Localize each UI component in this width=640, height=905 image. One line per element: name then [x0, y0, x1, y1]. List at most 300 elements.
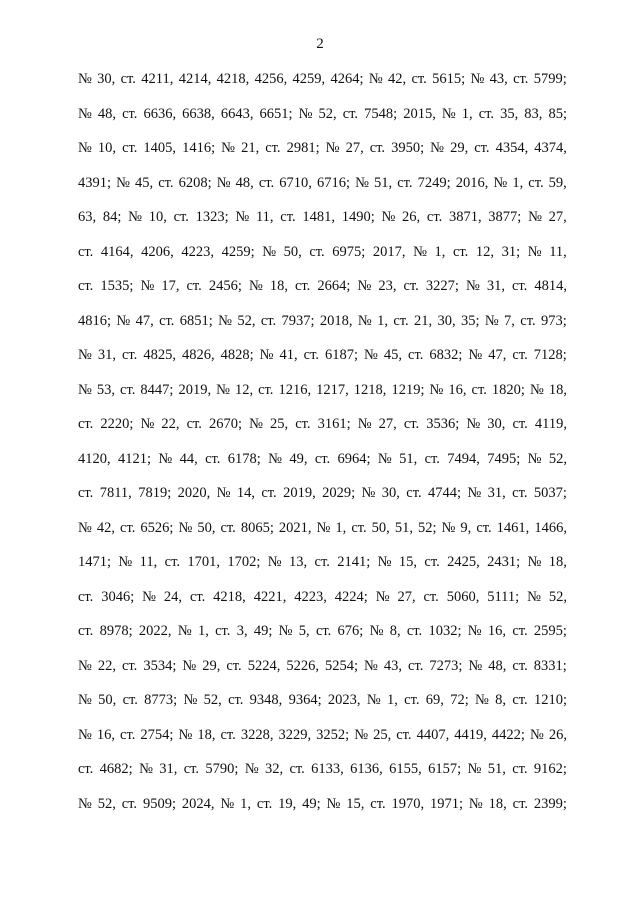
text-word: 2456; [208, 278, 242, 294]
text-word: 1416; [182, 140, 216, 156]
text-word: № [235, 209, 250, 225]
text-word: ст. [78, 485, 94, 501]
text-line [78, 311, 567, 346]
text-word: ст. [471, 381, 487, 398]
text-word: ст. [122, 347, 138, 363]
text-word: ст. [186, 278, 202, 294]
text-word: 5790; [205, 761, 239, 777]
text-word: 72; [450, 692, 469, 708]
text-word: 1970, [391, 795, 425, 812]
text-word: № [326, 795, 341, 812]
text-word: 45, [135, 174, 154, 191]
text-word: № [357, 312, 372, 329]
text-word: 27, [397, 588, 416, 605]
text-word: 8, [389, 623, 401, 639]
text-word: № [244, 761, 259, 777]
text-word: 5, [298, 623, 310, 639]
text-word: ст. [173, 209, 189, 225]
text-word: 8, [495, 692, 507, 708]
text-word: 6975; [332, 243, 366, 260]
text-word: ст. [78, 761, 94, 777]
text-word: ст. [315, 623, 332, 639]
text-word: 973; [540, 312, 567, 329]
text-word: № [468, 347, 483, 363]
text-word: 4218, [213, 588, 246, 605]
text-word: 18, [269, 278, 288, 294]
text-word: 1481, [302, 209, 335, 225]
text-line [78, 414, 567, 449]
text-word: 4816; [78, 312, 112, 329]
text-word: 7937; [281, 312, 315, 329]
text-word: 6636, [143, 105, 177, 122]
text-word: 27, [345, 140, 364, 156]
text-word: № [116, 312, 131, 329]
text-word: 2024, [181, 795, 215, 812]
text-word: ст. [122, 657, 138, 674]
text-word: 676; [337, 623, 364, 639]
text-word: ст. [78, 623, 94, 639]
text-word: ст. [256, 795, 273, 812]
text-word: 5615; [432, 71, 466, 87]
text-word: 4164, [100, 243, 134, 260]
text-word: 14, [236, 485, 255, 501]
text-word: ст. [314, 450, 331, 467]
text-word: № [357, 416, 372, 432]
text-word: 6832; [429, 347, 463, 363]
text-line [78, 449, 567, 484]
text-word: 4120, [78, 450, 111, 467]
text-word: 13, [289, 554, 308, 570]
text-word: 1535; [100, 278, 134, 294]
text-word: ст. [512, 347, 528, 363]
text-word: 5111; [487, 588, 520, 605]
text-word: № [470, 71, 485, 87]
text-word: 44, [179, 450, 198, 467]
text-word: 8065; [240, 519, 274, 536]
text-word: 18, [197, 726, 216, 743]
text-line [78, 173, 567, 208]
text-word: № [177, 623, 192, 639]
text-word: № [220, 795, 235, 812]
text-word: ст. [258, 381, 274, 398]
text-word: ст. [289, 761, 305, 777]
text-word: № [429, 381, 444, 398]
text-word: № [140, 416, 155, 432]
text-word: ст. [512, 485, 528, 501]
text-word: ст. [512, 761, 528, 777]
text-word: ст. [261, 485, 277, 501]
text-word: 4354, [495, 140, 529, 156]
text-word: 6638, [182, 105, 215, 122]
text-word: № [441, 519, 456, 536]
text-word: ст. [424, 450, 440, 467]
text-word: 1219; [391, 381, 425, 398]
text-word: 30, [97, 71, 116, 87]
text-word: № [316, 519, 331, 536]
text-word: 4422; [491, 726, 525, 743]
text-line [78, 621, 567, 656]
text-word: 15, [398, 554, 418, 570]
text-word: 31, [487, 485, 506, 501]
text-line [78, 104, 567, 139]
text-word: 7128; [533, 347, 567, 363]
text-word: 15, [346, 795, 365, 812]
text-line [78, 69, 567, 104]
text-word: 6851; [179, 312, 213, 329]
text-word: ст. [397, 174, 413, 191]
text-word: № [354, 726, 369, 743]
text-word: № [467, 623, 482, 639]
text-word: № [368, 71, 383, 87]
text-word: 6136, [350, 761, 383, 777]
text-word: № [298, 105, 313, 122]
text-word: № [78, 795, 92, 812]
text-word: 6178; [227, 450, 261, 467]
text-word: 4218, [216, 71, 250, 87]
text-word: 7811, [99, 485, 132, 501]
text-word: № [216, 174, 231, 191]
text-word: 1461, [496, 519, 530, 536]
text-word: 42, [388, 71, 407, 87]
text-word: 4211, [141, 71, 174, 87]
text-word: 4121; [117, 450, 152, 467]
text-word: 2022, [138, 623, 172, 639]
page-number: 2 [316, 36, 324, 52]
text-word: № [467, 761, 482, 777]
text-word: 42, [96, 519, 115, 536]
text-word: 3534; [143, 657, 177, 674]
text-word: ст. [265, 140, 281, 156]
text-word: 4391; [78, 174, 112, 191]
text-word: 1032; [428, 623, 462, 639]
text-word: 6710, [279, 174, 312, 191]
text-word: ст. [121, 795, 138, 812]
text-word: № [493, 174, 508, 191]
text-word: № [78, 71, 92, 87]
text-word: 10, [148, 209, 167, 225]
text-word: 1, [197, 623, 209, 639]
text-word: ст. [78, 243, 94, 260]
text-word: № [268, 450, 282, 467]
text-word: № [78, 657, 92, 674]
text-word: ст. [520, 312, 536, 329]
text-word: ст. [78, 278, 94, 294]
text-line [78, 656, 567, 691]
text-word: 43, [489, 71, 508, 87]
text-word: 9509; [142, 795, 176, 812]
text-word: 29, [202, 657, 221, 674]
text-line [78, 207, 567, 242]
text-word: 3229, [278, 726, 312, 743]
text-word: 3252; [316, 726, 350, 743]
text-word: ст. [186, 416, 202, 432]
text-word: ст. [528, 174, 544, 191]
text-word: 4744; [427, 485, 461, 501]
text-word: ст. [164, 554, 180, 570]
text-word: 30, [381, 485, 400, 501]
text-word: 8773; [144, 692, 178, 708]
text-word: 35; [460, 312, 480, 329]
text-word: 2020, [177, 485, 211, 501]
text-word: ст. [78, 588, 94, 605]
text-word: 63, [78, 209, 97, 225]
text-word: 6526; [140, 519, 174, 536]
text-word: ст. [183, 761, 200, 777]
text-word: 1, [512, 174, 524, 191]
text-word: ст. [512, 416, 528, 432]
text-word: 11, [139, 554, 158, 570]
text-word: 30, [437, 312, 456, 329]
text-word: № [78, 381, 92, 398]
text-word: 69, [425, 692, 444, 708]
text-word: 4221, [253, 588, 287, 605]
text-word: ст. [351, 519, 367, 536]
text-word: ст. [295, 416, 311, 432]
text-word: 9, [460, 519, 472, 536]
text-line [78, 138, 567, 173]
text-word: 2399; [533, 795, 567, 812]
text-word: № [364, 657, 378, 674]
text-word: ст. [476, 519, 492, 536]
text-word: 2595; [533, 623, 567, 639]
text-word: 19, [278, 795, 297, 812]
text-word: 1, [240, 795, 251, 812]
text-word: 31; [501, 243, 521, 260]
text-word: 52, [237, 312, 256, 329]
text-line [78, 380, 567, 415]
text-word: 6716; [316, 174, 350, 191]
text-word: 4224; [334, 588, 368, 605]
text-word: 1405, [143, 140, 177, 156]
text-word: 84; [102, 209, 122, 225]
text-word: ст. [189, 588, 206, 605]
text-word: 1471; [78, 554, 112, 570]
text-line [78, 276, 567, 311]
text-word: 6643, [220, 105, 254, 122]
text-word: № [375, 588, 390, 605]
text-word: ст. [159, 312, 175, 329]
text-word: № [475, 692, 489, 708]
text-word: № [465, 278, 480, 294]
text-word: ст. [226, 657, 242, 674]
text-word: 2029; [322, 485, 356, 501]
text-word: 4374, [534, 140, 567, 156]
text-word: 17, [161, 278, 180, 294]
text-word: ст. [411, 71, 427, 87]
text-word: ст. [513, 71, 529, 87]
text-word: 18, [488, 795, 507, 812]
text-word: 12, [475, 243, 495, 260]
text-word: 3, [236, 623, 248, 639]
text-word: 7273; [429, 657, 463, 674]
text-word: ст. [453, 243, 469, 260]
text-word: № [116, 174, 130, 191]
text-word: 4223, [294, 588, 327, 605]
text-line [78, 483, 567, 518]
text-word: 2023, [327, 692, 361, 708]
text-word: 59, [548, 174, 567, 191]
text-word: 6187; [324, 347, 359, 363]
text-word: 53, [96, 381, 115, 398]
text-word: 3046; [101, 588, 135, 605]
text-word: 52, [97, 795, 116, 812]
text-word: 4259; [221, 243, 255, 260]
text-word: № [78, 105, 92, 122]
text-word: ст. [309, 243, 325, 260]
text-word: 2019, [178, 381, 212, 398]
text-word: № [118, 554, 133, 570]
text-word: № [529, 381, 544, 398]
text-word: № [369, 623, 384, 639]
text-word: 30, [487, 416, 506, 432]
text-word: № [528, 209, 542, 225]
text-line [78, 345, 567, 380]
text-word: 3871, [448, 209, 482, 225]
text-word: № [467, 485, 482, 501]
text-word: 2019, [283, 485, 316, 501]
text-word: 7249; [417, 174, 451, 191]
text-word: № [78, 140, 92, 156]
text-word: 7819; [138, 485, 172, 501]
text-word: 3536; [426, 416, 460, 432]
text-word: 1701, [187, 554, 220, 570]
text-word: 27, [548, 209, 567, 225]
text-word: 4119, [534, 416, 567, 432]
text-word: 6208; [178, 174, 212, 191]
text-word: 25, [270, 416, 289, 432]
text-word: 5060, [446, 588, 480, 605]
text-word: 1820; [491, 381, 525, 398]
text-word: № [529, 726, 544, 743]
text-word: 23, [378, 278, 397, 294]
text-word: 51, [487, 761, 506, 777]
text-word: ст. [406, 623, 423, 639]
text-word: 6155, [389, 761, 422, 777]
text-word: 51, [399, 450, 418, 467]
text-word: № [377, 450, 392, 467]
text-word: ст. [120, 726, 136, 743]
text-word: 7495; [487, 450, 521, 467]
text-word: № [377, 554, 392, 570]
text-word: № [468, 657, 483, 674]
text-word: 3877; [488, 209, 522, 225]
text-word: 3227; [425, 278, 459, 294]
text-word: ст. [512, 278, 528, 294]
text-line [78, 794, 567, 829]
text-word: 52, [203, 692, 222, 708]
text-word: № [355, 174, 369, 191]
text-word: 41, [279, 347, 298, 363]
text-word: 48, [97, 105, 117, 122]
text-word: ст. [120, 381, 136, 398]
text-word: № [527, 450, 542, 467]
text-line [78, 518, 567, 553]
text-word: № [325, 140, 340, 156]
text-word: 49, [289, 450, 308, 467]
text-word: 8331; [533, 657, 567, 674]
text-word: 9348, [249, 692, 283, 708]
text-word: ст. [369, 140, 386, 156]
text-word: ст. [260, 312, 277, 329]
text-word: № [262, 243, 277, 260]
text-word: 49; [302, 795, 321, 812]
text-word: 2431; [487, 554, 521, 570]
text-word: № [527, 243, 542, 260]
text-word: 52, [548, 588, 567, 605]
text-word: ст. [512, 795, 528, 812]
text-word: № [361, 485, 376, 501]
text-word: № [140, 278, 155, 294]
text-word: 1216, [278, 381, 312, 398]
text-word: № [267, 554, 282, 570]
text-word: 26, [548, 726, 567, 743]
text-word: 21, [241, 140, 260, 156]
text-word: ст. [228, 692, 244, 708]
text-word: 43, [383, 657, 403, 674]
text-word: 5037; [533, 485, 567, 501]
text-word: 1, [377, 312, 388, 329]
text-word: № [259, 347, 274, 363]
text-word: ст. [220, 519, 236, 536]
text-word: 2664; [317, 278, 351, 294]
text-word: 1466, [534, 519, 567, 536]
text-word: 25, [373, 726, 392, 743]
text-word: ст. [303, 347, 319, 363]
text-word: № [142, 588, 156, 605]
text-word: 4682; [99, 761, 133, 777]
text-line [78, 725, 567, 760]
text-word: 4814, [534, 278, 567, 294]
text-word: 18, [548, 381, 567, 398]
text-word: ст. [205, 450, 221, 467]
text-word: № [366, 692, 381, 708]
text-word: ст. [408, 347, 424, 363]
text-word: ст. [396, 726, 412, 743]
text-word: ст. [512, 623, 528, 639]
text-word: 1702; [227, 554, 261, 570]
text-word: ст. [424, 554, 440, 570]
text-word: № [441, 105, 456, 122]
text-word: ст. [120, 71, 136, 87]
text-word: № [158, 450, 173, 467]
text-word: № [249, 416, 263, 432]
text-word: 35, [500, 105, 519, 122]
text-word: № [178, 726, 193, 743]
text-word: 1971; [430, 795, 464, 812]
text-word: 2017, [372, 243, 406, 260]
text-word: ст. [426, 209, 443, 225]
text-word: № [468, 795, 483, 812]
text-word: 9162; [533, 761, 567, 777]
text-word: 8447; [140, 381, 174, 398]
text-line [78, 690, 567, 725]
text-word: 4256, [254, 71, 288, 87]
text-word: 31, [159, 761, 178, 777]
text-word: 27, [378, 416, 397, 432]
text-word: 2670; [209, 416, 243, 432]
text-word: ст. [423, 588, 439, 605]
text-word: № [178, 519, 193, 536]
text-word: 22, [97, 657, 116, 674]
text-word: 1323; [195, 209, 229, 225]
text-word: 48, [488, 657, 507, 674]
text-word: 4264; [330, 71, 364, 87]
text-word: ст. [122, 105, 138, 122]
text-word: 5226, [286, 657, 319, 674]
text-word: 4419, [454, 726, 487, 743]
text-word: № [78, 347, 92, 363]
text-word: № [216, 485, 231, 501]
